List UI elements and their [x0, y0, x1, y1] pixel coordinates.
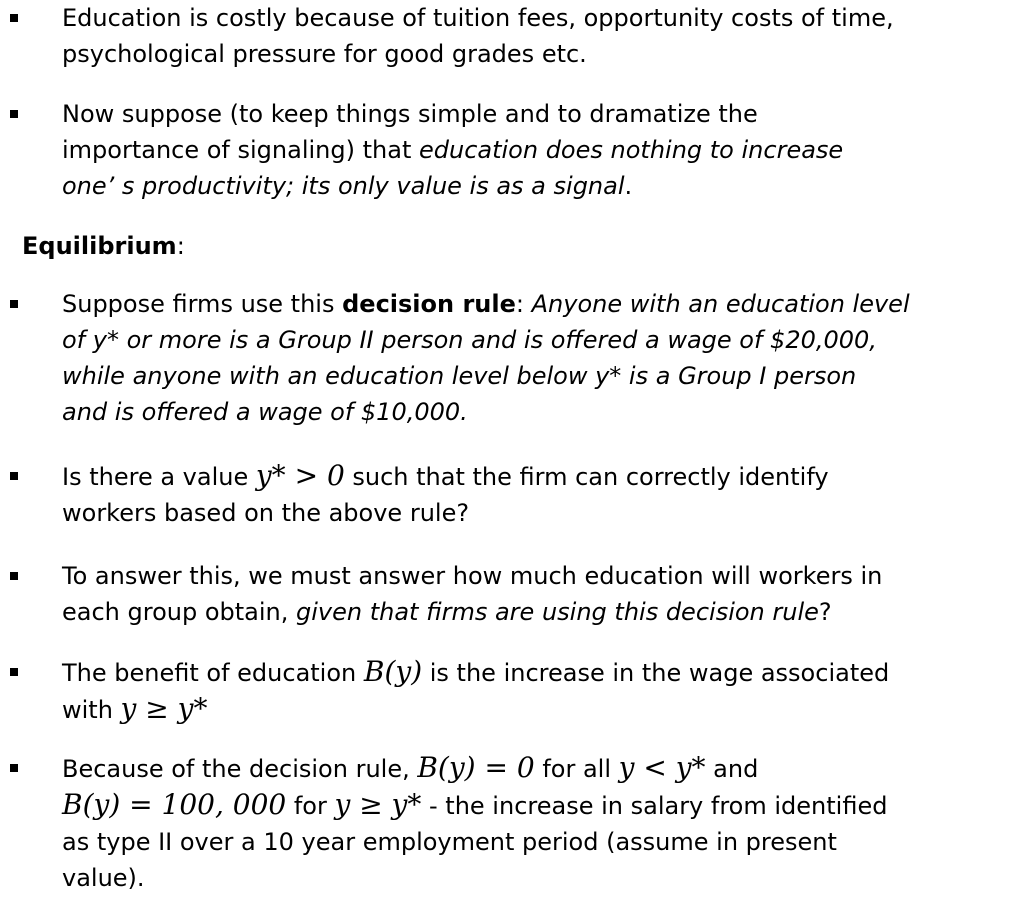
text-line: To answer this, we must answer how much education will workers in	[62, 562, 883, 590]
bullet-square-icon	[10, 300, 18, 308]
text-line: as type II over a 10 year employment period (assume in present	[62, 828, 837, 856]
italic-text: one’ s productivity; its only value is as a signal	[62, 172, 625, 200]
math-expression: B(y) = 100, 000	[62, 788, 287, 821]
text-line	[62, 358, 962, 394]
text-span: .	[624, 172, 633, 200]
text-line	[62, 458, 962, 495]
text-span: importance of signaling) that	[62, 136, 419, 164]
text-line	[62, 394, 962, 430]
italic-text: given that firms are using this decision rule	[296, 598, 819, 626]
text-line: psychological pressure for good grades etc.	[62, 40, 587, 68]
italic-text: education does nothing to increase	[418, 136, 844, 164]
text-line: Education is costly because of tuition fees, opportunity costs of time,	[62, 4, 894, 32]
bullet-square-icon	[10, 472, 18, 480]
bold-text: decision rule	[342, 290, 516, 318]
text-span: such that the firm can correctly identify	[344, 463, 829, 491]
italic-text: Anyone with an education level	[531, 290, 910, 318]
bullet-value-question	[62, 458, 962, 531]
text-span: Suppose firms use this	[62, 290, 343, 318]
bullet-answer	[62, 558, 962, 630]
bullet-decision-rule	[62, 286, 962, 430]
bullet-education-costly	[62, 0, 962, 72]
text-line	[62, 750, 962, 787]
italic-text: of y* or more is a Group II person and is offered a wage of $20,000,	[62, 326, 877, 354]
math-expression: y ≥ y*	[334, 788, 422, 821]
text-span: and	[705, 755, 759, 783]
text-line	[62, 132, 962, 168]
bullet-square-icon	[10, 764, 18, 772]
text-span: Is there a value	[62, 463, 256, 491]
italic-text: and is offered a wage of $10,000.	[62, 398, 468, 426]
text-line	[62, 594, 962, 630]
text-span: The benefit of education	[62, 659, 364, 687]
heading-colon: :	[176, 232, 185, 260]
text-span: - the increase in salary from identified	[421, 792, 888, 820]
heading-bold: Equilibrium	[22, 232, 177, 260]
italic-text: while anyone with an education level below y* is a Group I person	[62, 362, 857, 390]
text-line: workers based on the above rule?	[62, 499, 470, 527]
text-span: for all	[534, 755, 619, 783]
math-expression: y ≥ y*	[120, 692, 208, 725]
text-line	[62, 286, 962, 322]
math-expression: B(y)	[363, 655, 423, 688]
text-line	[62, 691, 962, 728]
text-span: is the increase in the wage associated	[422, 659, 890, 687]
equilibrium-heading	[22, 228, 185, 264]
text-line	[62, 787, 962, 824]
bullet-square-icon	[10, 110, 18, 118]
bullet-benefit	[62, 654, 962, 728]
text-span: Because of the decision rule,	[62, 755, 418, 783]
text-line	[62, 654, 962, 691]
math-expression: y* > 0	[255, 459, 345, 492]
bullet-square-icon	[10, 572, 18, 580]
bullet-square-icon	[10, 668, 18, 676]
bullet-suppose-signal	[62, 96, 962, 204]
text-span: for	[286, 792, 335, 820]
math-expression: y < y*	[618, 751, 706, 784]
text-span: each group obtain,	[62, 598, 297, 626]
text-span: ?	[818, 598, 832, 626]
text-span: with	[62, 696, 121, 724]
text-line	[62, 322, 962, 358]
bullet-because	[62, 750, 962, 896]
text-line	[62, 168, 962, 204]
bullet-square-icon	[10, 14, 18, 22]
text-line: Now suppose (to keep things simple and to dramatize the	[62, 100, 758, 128]
text-span: :	[515, 290, 532, 318]
math-expression: B(y) = 0	[417, 751, 535, 784]
text-line: value).	[62, 864, 145, 892]
